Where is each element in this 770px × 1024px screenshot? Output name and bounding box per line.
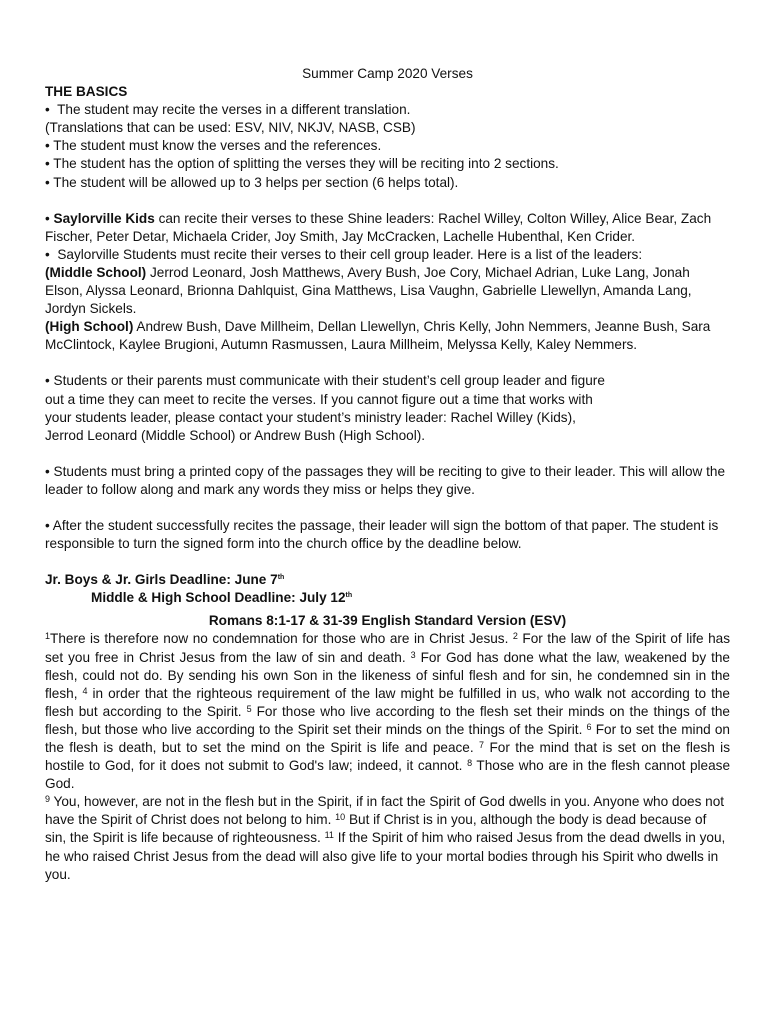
document-page [45,65,730,884]
basics-item: (Translations that can be used: ESV, NIV, NKJV, NASB, CSB) [45,120,416,136]
basics-item: • The student will be allowed up to 3 helps per section (6 helps total). [45,174,459,190]
basics-item: • The student must know the verses and the references. [45,138,382,154]
basics-item: • The student has the option of splitting the verses they will be reciting into 2 sections. [45,156,559,172]
communicate-line: Jerrod Leonard (Middle School) or Andrew Bush (High School). [45,427,426,443]
students-paragraph: • Saylorville Students must recite their verses to their cell group leader. Here is a list of the leaders: (Middle School) Jerrod Leonard, Josh Matthews, Avery Bush, Joe Cory, Michael Adrian, Luke Lang, Jonah Elson, Alyssa Leonard, Brionna Dahlquist, Gina Matthews, Lisa Vaughn, Gabrielle Llewellyn, Amanda Lang, Jordyn Sickels. (High School) Andrew Bush, Dave Millheim, Dellan Llewellyn, Chris Kelly, John Nemmers, Jeanne Bush, Sara McClintock, Kaylee Brugioni, Autumn Rasmussen, Laura Millheim, Melyssa Kelly, Kaley Nemmers. [45,246,711,353]
jr-deadline: Jr. Boys & Jr. Girls Deadline: June 7th [45,572,285,588]
passage-text-2: $^9$ You, however, are not in the flesh but in the Spirit, if in fact the Spirit of God dwells in you. Anyone who does not have the Spirit of Christ does not belong to him. $^{10}$ But if Christ is in you, although the body is dead because of sin, the Spirit is life because of righteousness. $^{11}$ If the Spirit of him who raised Jesus from the dead dwells in you, he who raised Christ Jesus from the dead will also give life to your mortal bodies through his Spirit who dwells in you. [45,794,726,882]
basics-item: • The student may recite the verses in a different translation. [45,102,411,118]
passage-heading: Romans 8:1-17 & 31-39 English Standard Version (ESV) [208,613,567,629]
high-school-label: (High School) [45,319,134,335]
document-title: Summer Camp 2020 Verses [302,66,473,81]
communicate-line: your students leader, please contact your student’s ministry leader: Rachel Willey (Kids), [45,409,576,425]
after-paragraph: • After the student successfully recites the passage, their leader will sign the bottom of that paper. The student is responsible to turn the signed form into the church office by the deadline below. [45,517,719,552]
passage-text: $^1$There is therefore now no condemnation for those who are in Christ Jesus. $^2$ For the law of the Spirit of life has set you free in Christ Jesus from the law of sin and death. $^3$ For God has done what the law, weakened by the flesh, could not do. By sending his own Son in the likeness of sinful flesh and for sin, he condemned sin in the flesh, $^4$ in order that the righteous requirement of the law might be fulfilled in us, who walk not according to the flesh but according to the Spirit. $^5$ For those who live according to the flesh set their minds on the things of the flesh, but those who live according to the Spirit set their minds on the things of the Spirit. $^6$ For to set the mind on the flesh is death, but to set the mind on the Spirit is life and peace. $^7$ For the mind that is set on the flesh is hostile to God, for it does not submit to God's law; indeed, it cannot. $^8$ Those who are in the flesh cannot please God. [45,631,730,792]
kids-paragraph: • Saylorville Kids can recite their verses to these Shine leaders: Rachel Willey, Colton Willey, Alice Bear, Zach Fischer, Peter Detar, Michaela Crider, Joy Smith, Jay McCracken, Lachelle Hubenthal, Ken Crider. [45,210,712,244]
basics-heading: THE BASICS [45,84,128,100]
ms-hs-deadline: Middle & High School Deadline: July 12th [91,590,353,606]
printed-copy-paragraph: • Students must bring a printed copy of the passages they will be reciting to give to their leader. This will allow the leader to follow along and mark any words they miss or helps they give. [45,463,726,497]
communicate-line: • Students or their parents must communicate with their student’s cell group leader and figure [45,373,605,389]
communicate-line: out a time they can meet to recite the verses. If you cannot figure out a time that works with [45,391,593,407]
middle-school-label: (Middle School) [45,264,147,280]
kids-label: Saylorville Kids [53,210,155,226]
